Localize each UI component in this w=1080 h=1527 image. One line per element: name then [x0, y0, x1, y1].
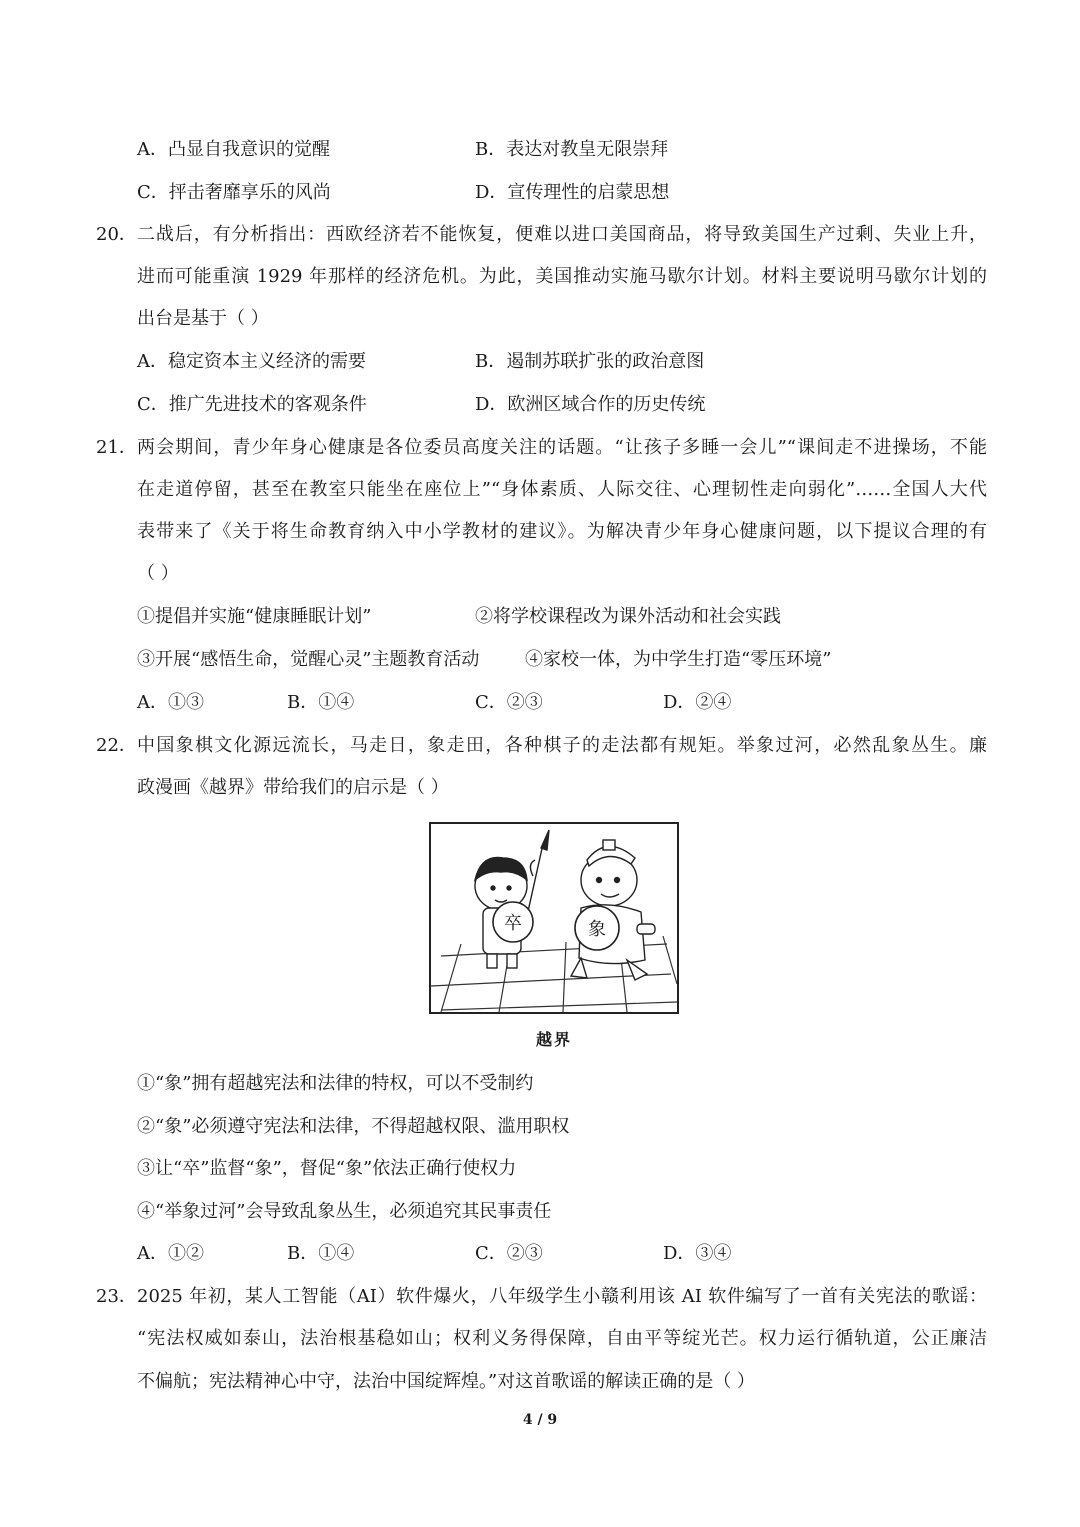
q22-stem-line: 中国象棋文化源远流长，马走日，象走田，各种棋子的走法都有规矩。举象过河，必然乱象丛生。廉 — [137, 735, 987, 756]
q22-statement-1: ①“象”拥有超越宪法和法律的特权，可以不受制约 — [137, 1073, 534, 1094]
q20-number: 20． — [96, 224, 137, 245]
q19-option-a: A．凸显自我意识的觉醒 — [137, 139, 330, 160]
q21-stem-line: 在走道停留，甚至在教室只能坐在座位上”“身体素质、人际交往、心理韧性走向弱化”……全国人大代 — [137, 479, 987, 500]
q20-option-d: D．欧洲区域合作的历史传统 — [475, 394, 706, 415]
q23-number: 23． — [96, 1286, 137, 1307]
q21-option-a: A．①③ — [137, 692, 204, 713]
q20-option-b: B．遏制苏联扩张的政治意图 — [475, 351, 705, 372]
q21-stem-line: （ ） — [137, 563, 179, 584]
q20-stem-line: 进而可能重演 1929 年那样的经济危机。为此，美国推动实施马歇尔计划。材料主要说明马歇尔计划的 — [137, 266, 987, 287]
q22-option-d: D．③④ — [663, 1243, 732, 1264]
chess-cartoon-illustration — [431, 824, 677, 1012]
q19-option-c: C．抨击奢靡享乐的风尚 — [137, 182, 331, 203]
q21-option-d: D．②④ — [663, 692, 732, 713]
q22-statement-4: ④“举象过河”会导致乱象丛生，必须追究其民事责任 — [137, 1201, 552, 1222]
q22-option-a: A．①② — [137, 1243, 204, 1264]
elephant-piece-label: 象 — [588, 919, 606, 940]
q22-number: 22． — [96, 735, 137, 756]
q20-option-a: A．稳定资本主义经济的需要 — [137, 351, 366, 372]
q21-number: 21． — [96, 437, 137, 458]
q20-stem-line: 二战后，有分析指出：西欧经济若不能恢复，便难以进口美国商品，将导致美国生产过剩、失业上升， — [137, 224, 987, 245]
cartoon-figure — [429, 822, 679, 1014]
soldier-character — [475, 830, 549, 968]
q23-stem-line: “宪法权威如泰山，法治根基稳如山；权利义务得保障，自由平等绽光芒。权力运行循轨道，公正廉洁 — [137, 1328, 987, 1349]
q19-option-b: B．表达对教皇无限崇拜 — [475, 139, 669, 160]
soldier-piece-label: 卒 — [504, 913, 522, 934]
page-number: 4 / 9 — [522, 1412, 558, 1428]
q22-stem-line: 政漫画《越界》带给我们的启示是（ ） — [137, 777, 449, 798]
q20-stem-line: 出台是基于（ ） — [137, 308, 269, 329]
q23-stem-line: 2025 年初，某人工智能（AI）软件爆火，八年级学生小赣利用该 AI 软件编写了一首有关宪法的歌谣： — [137, 1286, 987, 1307]
q19-option-d: D．宣传理性的启蒙思想 — [475, 182, 670, 203]
q21-stem-line: 表带来了《关于将生命教育纳入中小学教材的建议》。为解决青少年身心健康问题，以下提议合理的有 — [137, 521, 987, 542]
q21-statement-3: ③开展“感悟生命，觉醒心灵”主题教育活动 — [137, 649, 480, 670]
q22-statement-2: ②“象”必须遵守宪法和法律，不得超越权限、滥用职权 — [137, 1116, 570, 1137]
q22-statement-3: ③让“卒”监督“象”，督促“象”依法正确行使权力 — [137, 1158, 517, 1179]
q22-option-b: B．①④ — [287, 1243, 355, 1264]
q21-statement-2: ②将学校课程改为课外活动和社会实践 — [475, 606, 781, 627]
figure-caption: 越界 — [536, 1030, 573, 1049]
q21-statement-4: ④家校一体，为中学生打造“零压环境” — [525, 649, 832, 670]
q21-statement-1: ①提倡并实施“健康睡眠计划” — [137, 606, 372, 627]
q23-stem-line: 不偏航；宪法精神心中守，法治中国绽辉煌。”对这首歌谣的解读正确的是（ ） — [137, 1371, 755, 1392]
q20-option-c: C．推广先进技术的客观条件 — [137, 394, 367, 415]
q21-option-b: B．①④ — [287, 692, 355, 713]
q21-option-c: C．②③ — [475, 692, 543, 713]
q21-stem-line: 两会期间，青少年身心健康是各位委员高度关注的话题。“让孩子多睡一会儿”“课间走不进操场，不能 — [137, 437, 987, 458]
q22-option-c: C．②③ — [475, 1243, 543, 1264]
